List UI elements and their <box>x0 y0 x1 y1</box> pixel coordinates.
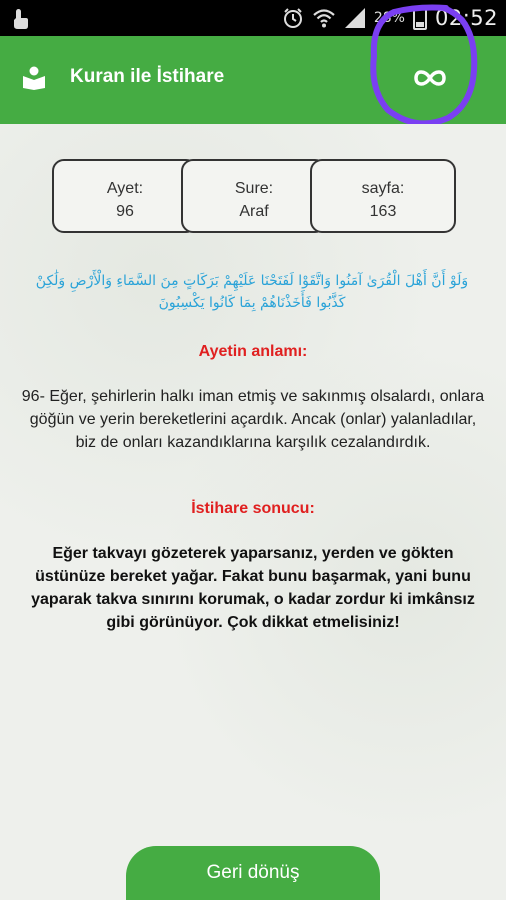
meaning-text: 96- Eğer, şehirlerin halkı iman etmiş ve sakınmış olsalardı, onlara göğün ve yerin bereketlerini açardık. Ancak (onlar) yalanladılar, biz de onları kazandıklarına karşılık cezalandırdık. <box>21 388 485 451</box>
sayfa-value: 163 <box>369 203 397 220</box>
sure-label: Sure: <box>234 180 274 197</box>
back-button[interactable]: Geri dönüş <box>126 846 380 900</box>
ayet-box <box>52 159 198 233</box>
sure-box <box>181 159 327 233</box>
meaning-heading: Ayetin anlamı: <box>198 343 308 360</box>
sayfa-box <box>310 159 456 233</box>
clock: 02:52 <box>434 6 498 30</box>
ayet-label: Ayet: <box>106 180 144 197</box>
result-text: Eğer takvayı gözeterek yaparsanız, yerden ve gökten üstünüze bereket yağar. Fakat bunu başarmak, yani bunu yaparak takva sınırını korumak, o kadar zordur ki imkânsız gibi görünüyor. Çok dikkat etmelisiniz! <box>31 545 475 631</box>
battery-percent: 28% <box>373 10 405 26</box>
content-area <box>0 124 506 900</box>
quran-book-icon <box>22 66 46 90</box>
arabic-verse: وَلَوْ أَنَّ أَهْلَ الْقُرَىٰ آمَنُوا وَاتَّقَوْا لَفَتَحْنَا عَلَيْهِمْ بَرَكَاتٍ مِنَ السَّمَاءِ وَالْأَرْضِ وَلَٰكِنْ كَذَّبُوا فَأَخَذْنَاهُمْ بِمَا كَانُوا يَكْسِبُونَ <box>35 273 469 311</box>
app-title: Kuran ile İstihare <box>70 66 225 87</box>
touch-icon <box>10 6 32 30</box>
sure-value: Araf <box>239 203 269 220</box>
status-bar <box>0 0 506 36</box>
result-heading: İstihare sonucu: <box>191 500 315 517</box>
ayet-value: 96 <box>116 203 134 220</box>
app-bar <box>0 36 506 124</box>
sayfa-label: sayfa: <box>361 180 405 197</box>
signal-icon <box>344 7 366 29</box>
status-icons <box>282 4 498 32</box>
infinity-icon[interactable] <box>410 64 450 92</box>
wifi-icon <box>312 7 336 29</box>
alarm-icon <box>282 7 304 29</box>
battery-icon <box>413 6 427 30</box>
